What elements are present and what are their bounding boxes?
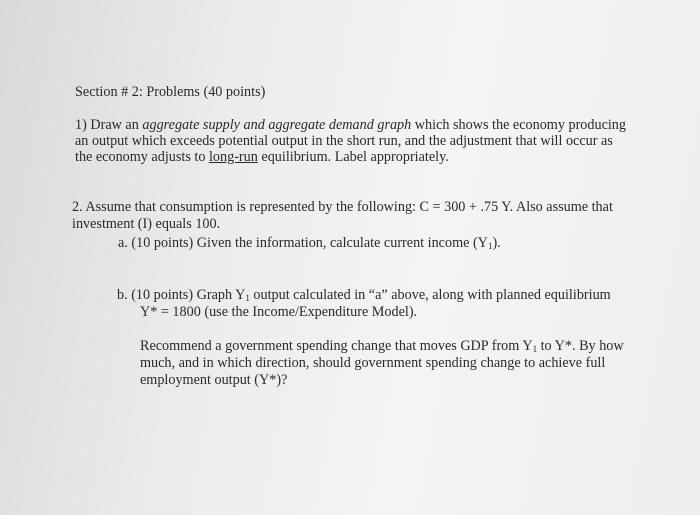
q1-line-1: 1) Draw an aggregate supply and aggregate demand graph which shows the economy producing — [75, 117, 626, 133]
q2-recommend-line-3: employment output (Y*)? — [140, 372, 288, 388]
q2-part-a: a. (10 points) Given the information, calculate current income $(Y_1)$. — [118, 235, 501, 251]
q2-recommend-line-2: much, and in which direction, should government spending change to achieve full — [140, 355, 606, 371]
long-run-underlined: long-run — [208, 149, 258, 165]
q2-part-b-line-1: b. (10 points) Graph $Y_1$ output calculated in “a” above, along with planned equilibrium — [117, 287, 611, 303]
q2-line-2: investment (I) equals 100. — [72, 216, 221, 232]
q2-part-b-line-2: Y* = 1800 (use the Income/Expenditure Model). — [140, 304, 418, 320]
q1-line-3: the economy adjusts to long-run equilibrium. Label appropriately. — [75, 149, 449, 165]
section-title: Section # 2: Problems (40 points) — [75, 84, 266, 100]
q2-recommend-line-1: Recommend a government spending change that moves GDP from $Y_1$ to Y*. By how — [140, 338, 624, 354]
q1-line-2: an output which exceeds potential output in the short run, and the adjustment that will occur as — [75, 133, 613, 149]
q2-line-1: 2. Assume that consumption is represented by the following: C = 300 + .75 Y. Also assume that — [72, 199, 613, 215]
q1-emphasis: aggregate supply and aggregate demand graph — [142, 117, 412, 133]
